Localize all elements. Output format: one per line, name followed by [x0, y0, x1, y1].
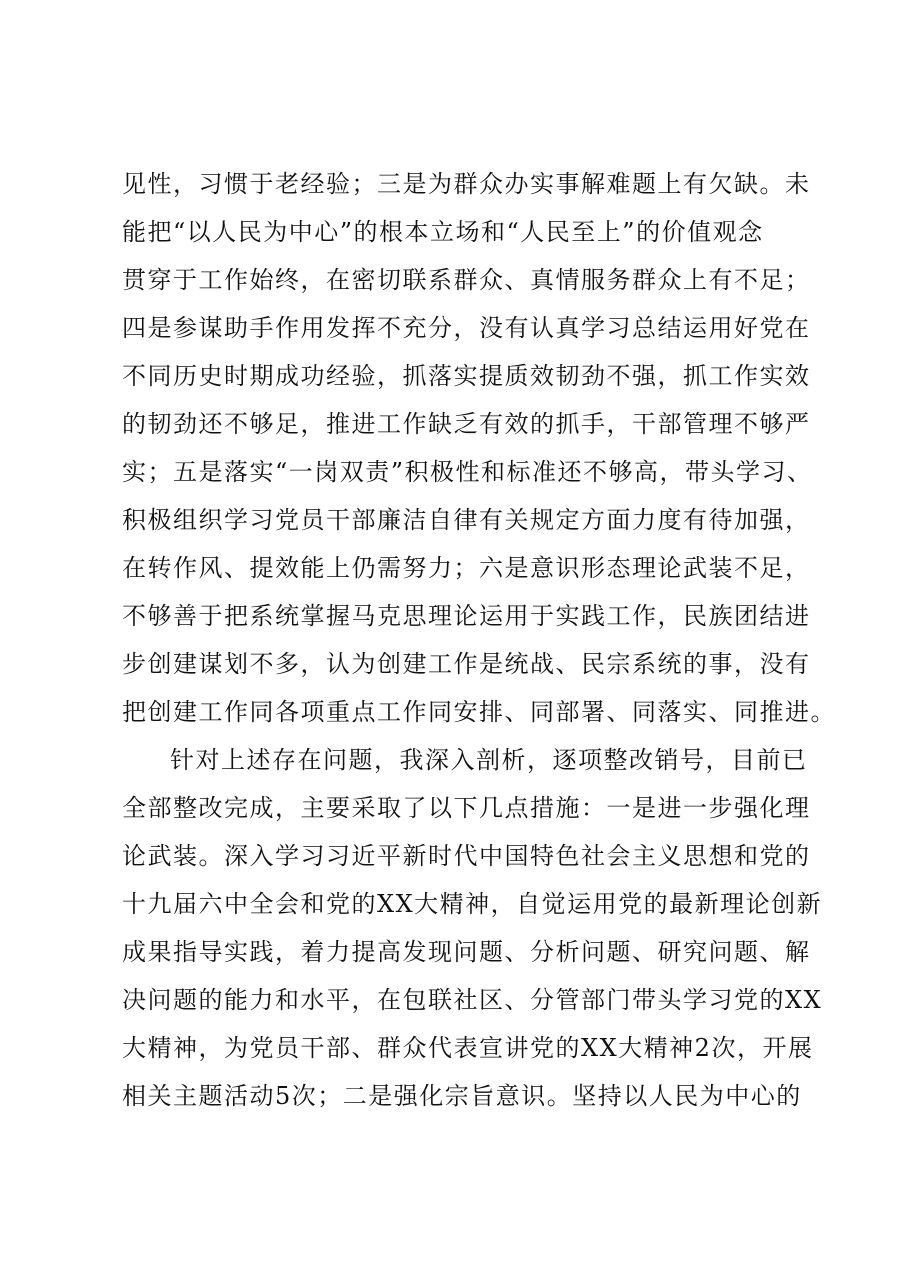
- text-line: 针对上述存在问题，我深入剖析，逐项整改销号，目前已: [170, 746, 808, 774]
- text-line: 积极组织学习党员干部廉洁自律有关规定方面力度有待加强，: [122, 506, 811, 534]
- text-line: 决问题的能力和水平，在包联社区、分管部门带头学习党的XX: [122, 986, 823, 1014]
- document-body: [122, 160, 836, 1120]
- text-line: 论武装。深入学习习近平新时代中国特色社会主义思想和党的: [122, 842, 811, 870]
- text-line: 相关主题活动5次；二是强化宗旨意识。坚持以人民为中心的: [122, 1082, 802, 1110]
- text-line: 的韧劲还不够足，推进工作缺乏有效的抓手，干部管理不够严: [122, 410, 811, 438]
- text-line: 实；五是落实“一岗双责”积极性和标准还不够高，带头学习、: [122, 458, 813, 486]
- text-line: 不够善于把系统掌握马克思理论运用于实践工作，民族团结进: [122, 602, 811, 630]
- text-line: 在转作风、提效能上仍需努力；六是意识形态理论武装不足，: [122, 554, 811, 582]
- text-line: 四是参谋助手作用发挥不充分，没有认真学习总结运用好党在: [122, 314, 811, 342]
- text-line: 大精神，为党员干部、群众代表宣讲党的XX大精神2次，开展: [122, 1034, 814, 1062]
- text-line: 把创建工作同各项重点工作同安排、同部署、同落实、同推进。: [122, 698, 836, 726]
- text-line: 全部整改完成，主要采取了以下几点措施：一是进一步强化理: [122, 794, 811, 822]
- text-line: 见性，习惯于老经验；三是为群众办实事解难题上有欠缺。未: [122, 170, 811, 198]
- text-line: 贯穿于工作始终，在密切联系群众、真情服务群众上有不足；: [122, 266, 811, 294]
- text-line: 十九届六中全会和党的XX大精神，自觉运用党的最新理论创新: [122, 890, 823, 918]
- text-line: 步创建谋划不多，认为创建工作是统战、民宗系统的事，没有: [122, 650, 811, 678]
- text-line: 不同历史时期成功经验，抓落实提质效韧劲不强，抓工作实效: [122, 362, 811, 390]
- text-line: 成果指导实践，着力提高发现问题、分析问题、研究问题、解: [122, 938, 811, 966]
- text-line: 能把“以人民为中心”的根本立场和“人民至上”的价值观念: [122, 218, 764, 246]
